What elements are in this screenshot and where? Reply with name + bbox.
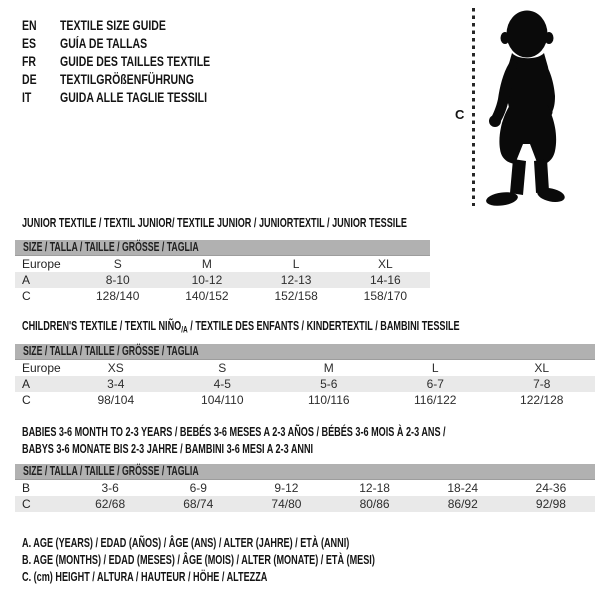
table-cell: S [113, 257, 122, 271]
table-cell: XL [534, 361, 550, 375]
table-cell: 128/140 [96, 289, 140, 303]
lang-code: FR [22, 54, 37, 69]
table-cell: 110/116 [307, 393, 350, 407]
table-cell: 18-24 [447, 481, 479, 495]
lang-code: ES [22, 36, 37, 51]
table-row [15, 272, 430, 288]
table-cell: 116/122 [413, 393, 457, 407]
children-section-title: CHILDREN'S TEXTILE / TEXTIL $NIÑO_{/A}$ / TEXTILE DES ENFANTS / KINDERTEXTIL / BAMBINI TESSILE [22, 318, 460, 335]
table-cell: 158/170 [363, 289, 408, 303]
table-cell: 140/152 [185, 289, 229, 303]
table-cell: Europe [22, 257, 61, 271]
table-cell: 3-4 [107, 377, 125, 391]
babies-size-header: SIZE / TALLA / TAILLE / GRÖSSE / TAGLIA [15, 464, 595, 480]
table-cell: 104/110 [201, 393, 244, 407]
junior-section-title: JUNIOR TEXTILE / TEXTIL JUNIOR/ TEXTILE JUNIOR / JUNIORTEXTIL / JUNIOR TESSILE [22, 215, 407, 230]
table-cell: A [22, 273, 31, 287]
children-size-header: SIZE / TALLA / TAILLE / GRÖSSE / TAGLIA [15, 344, 595, 360]
table-cell: 12-13 [280, 273, 312, 287]
table-cell: 62/68 [95, 497, 126, 511]
babies-section-title: BABIES 3-6 MONTH TO 2-3 YEARS / BEBÉS 3-6 MESES A 2-3 AÑOS / BÉBÉS 3-6 MOIS À 2-3 ANS / BABYS 3-6 MONATE BIS 2-3 JAHRE / BAMBINI 3-6 MESI A 2-3 ANNI [22, 424, 446, 456]
table-cell: C [22, 393, 31, 407]
table-cell: C [22, 497, 31, 511]
table-cell: 9-12 [274, 481, 299, 495]
table-row [15, 360, 595, 376]
language-title-list [22, 17, 253, 107]
table-cell: 7-8 [533, 377, 551, 391]
table-cell: 6-7 [426, 377, 444, 391]
table-cell: 8-10 [105, 273, 130, 287]
lang-row-fr [22, 53, 253, 71]
table-row [15, 376, 595, 392]
table-cell: 86/92 [447, 497, 478, 511]
table-cell: S [218, 361, 227, 375]
table-cell: M [323, 361, 334, 375]
table-cell: 92/98 [535, 497, 566, 511]
table-cell: 24-36 [535, 481, 567, 495]
table-cell: 4-5 [213, 377, 231, 391]
table-cell: 6-9 [189, 481, 207, 495]
children-size-table [15, 360, 595, 408]
baby-silhouette-icon [482, 9, 573, 207]
table-cell: 98/104 [97, 393, 135, 407]
table-cell: B [22, 481, 31, 495]
lang-title: GUIDE DES TAILLES TEXTILE [60, 54, 211, 69]
table-cell: 12-18 [359, 481, 390, 495]
table-row [15, 256, 430, 272]
legend-line-b: B. AGE (MONTHS) / EDAD (MESES) / ÂGE (MOIS) / ALTER (MONATE) / ETÀ (MESI) [22, 552, 375, 568]
lang-row-en [22, 17, 253, 35]
height-measure-label: C [455, 107, 465, 122]
table-cell: XL [378, 257, 393, 271]
junior-textile-section [15, 216, 430, 304]
table-row [15, 480, 595, 496]
junior-size-header: SIZE / TALLA / TAILLE / GRÖSSE / TAGLIA [15, 240, 430, 256]
lang-code: EN [22, 18, 37, 33]
table-cell: L [292, 257, 300, 271]
lang-title: TEXTILGRÖßENFÜHRUNG [60, 72, 194, 87]
legend-line-a: A. AGE (YEARS) / EDAD (AÑOS) / ÂGE (ANS) / ALTER (JAHRE) / ETÀ (ANNI) [22, 535, 350, 550]
lang-title: GUÍA DE TALLAS [60, 36, 148, 51]
lang-row-it [22, 89, 253, 107]
table-cell: Europe [22, 361, 61, 375]
babies-size-table [15, 480, 595, 512]
table-cell: A [22, 377, 31, 391]
title-subscript: /A [181, 324, 188, 335]
table-cell: 74/80 [271, 497, 302, 511]
table-row [15, 288, 430, 304]
table-cell: M [201, 257, 212, 271]
table-cell: L [431, 361, 439, 375]
lang-row-es [22, 35, 253, 53]
table-cell: 3-6 [101, 481, 119, 495]
junior-size-table [15, 256, 430, 304]
babies-textile-section [15, 423, 595, 512]
lang-title: TEXTILE SIZE GUIDE [60, 18, 166, 33]
lang-row-de [22, 71, 253, 89]
height-dotted-line-icon [472, 8, 475, 206]
table-cell: 5-6 [320, 377, 338, 391]
table-cell: XS [107, 361, 124, 375]
table-cell: 68/74 [183, 497, 214, 511]
lang-code: DE [22, 72, 37, 87]
table-cell: 10-12 [191, 273, 223, 287]
lang-code: IT [22, 90, 32, 105]
legend-line-c: C. (cm) HEIGHT / ALTURA / HAUTEUR / HÖHE / ALTEZZA [22, 569, 268, 585]
table-cell: 122/128 [520, 393, 564, 407]
table-cell: C [22, 289, 31, 303]
children-textile-section [15, 319, 595, 408]
table-cell: 14-16 [370, 273, 401, 287]
table-row [15, 496, 595, 512]
measure-legend [22, 534, 526, 586]
lang-title: GUIDA ALLE TAGLIE TESSILI [60, 90, 208, 105]
table-row [15, 392, 595, 408]
table-cell: 152/158 [274, 289, 318, 303]
table-cell: 80/86 [359, 497, 390, 511]
